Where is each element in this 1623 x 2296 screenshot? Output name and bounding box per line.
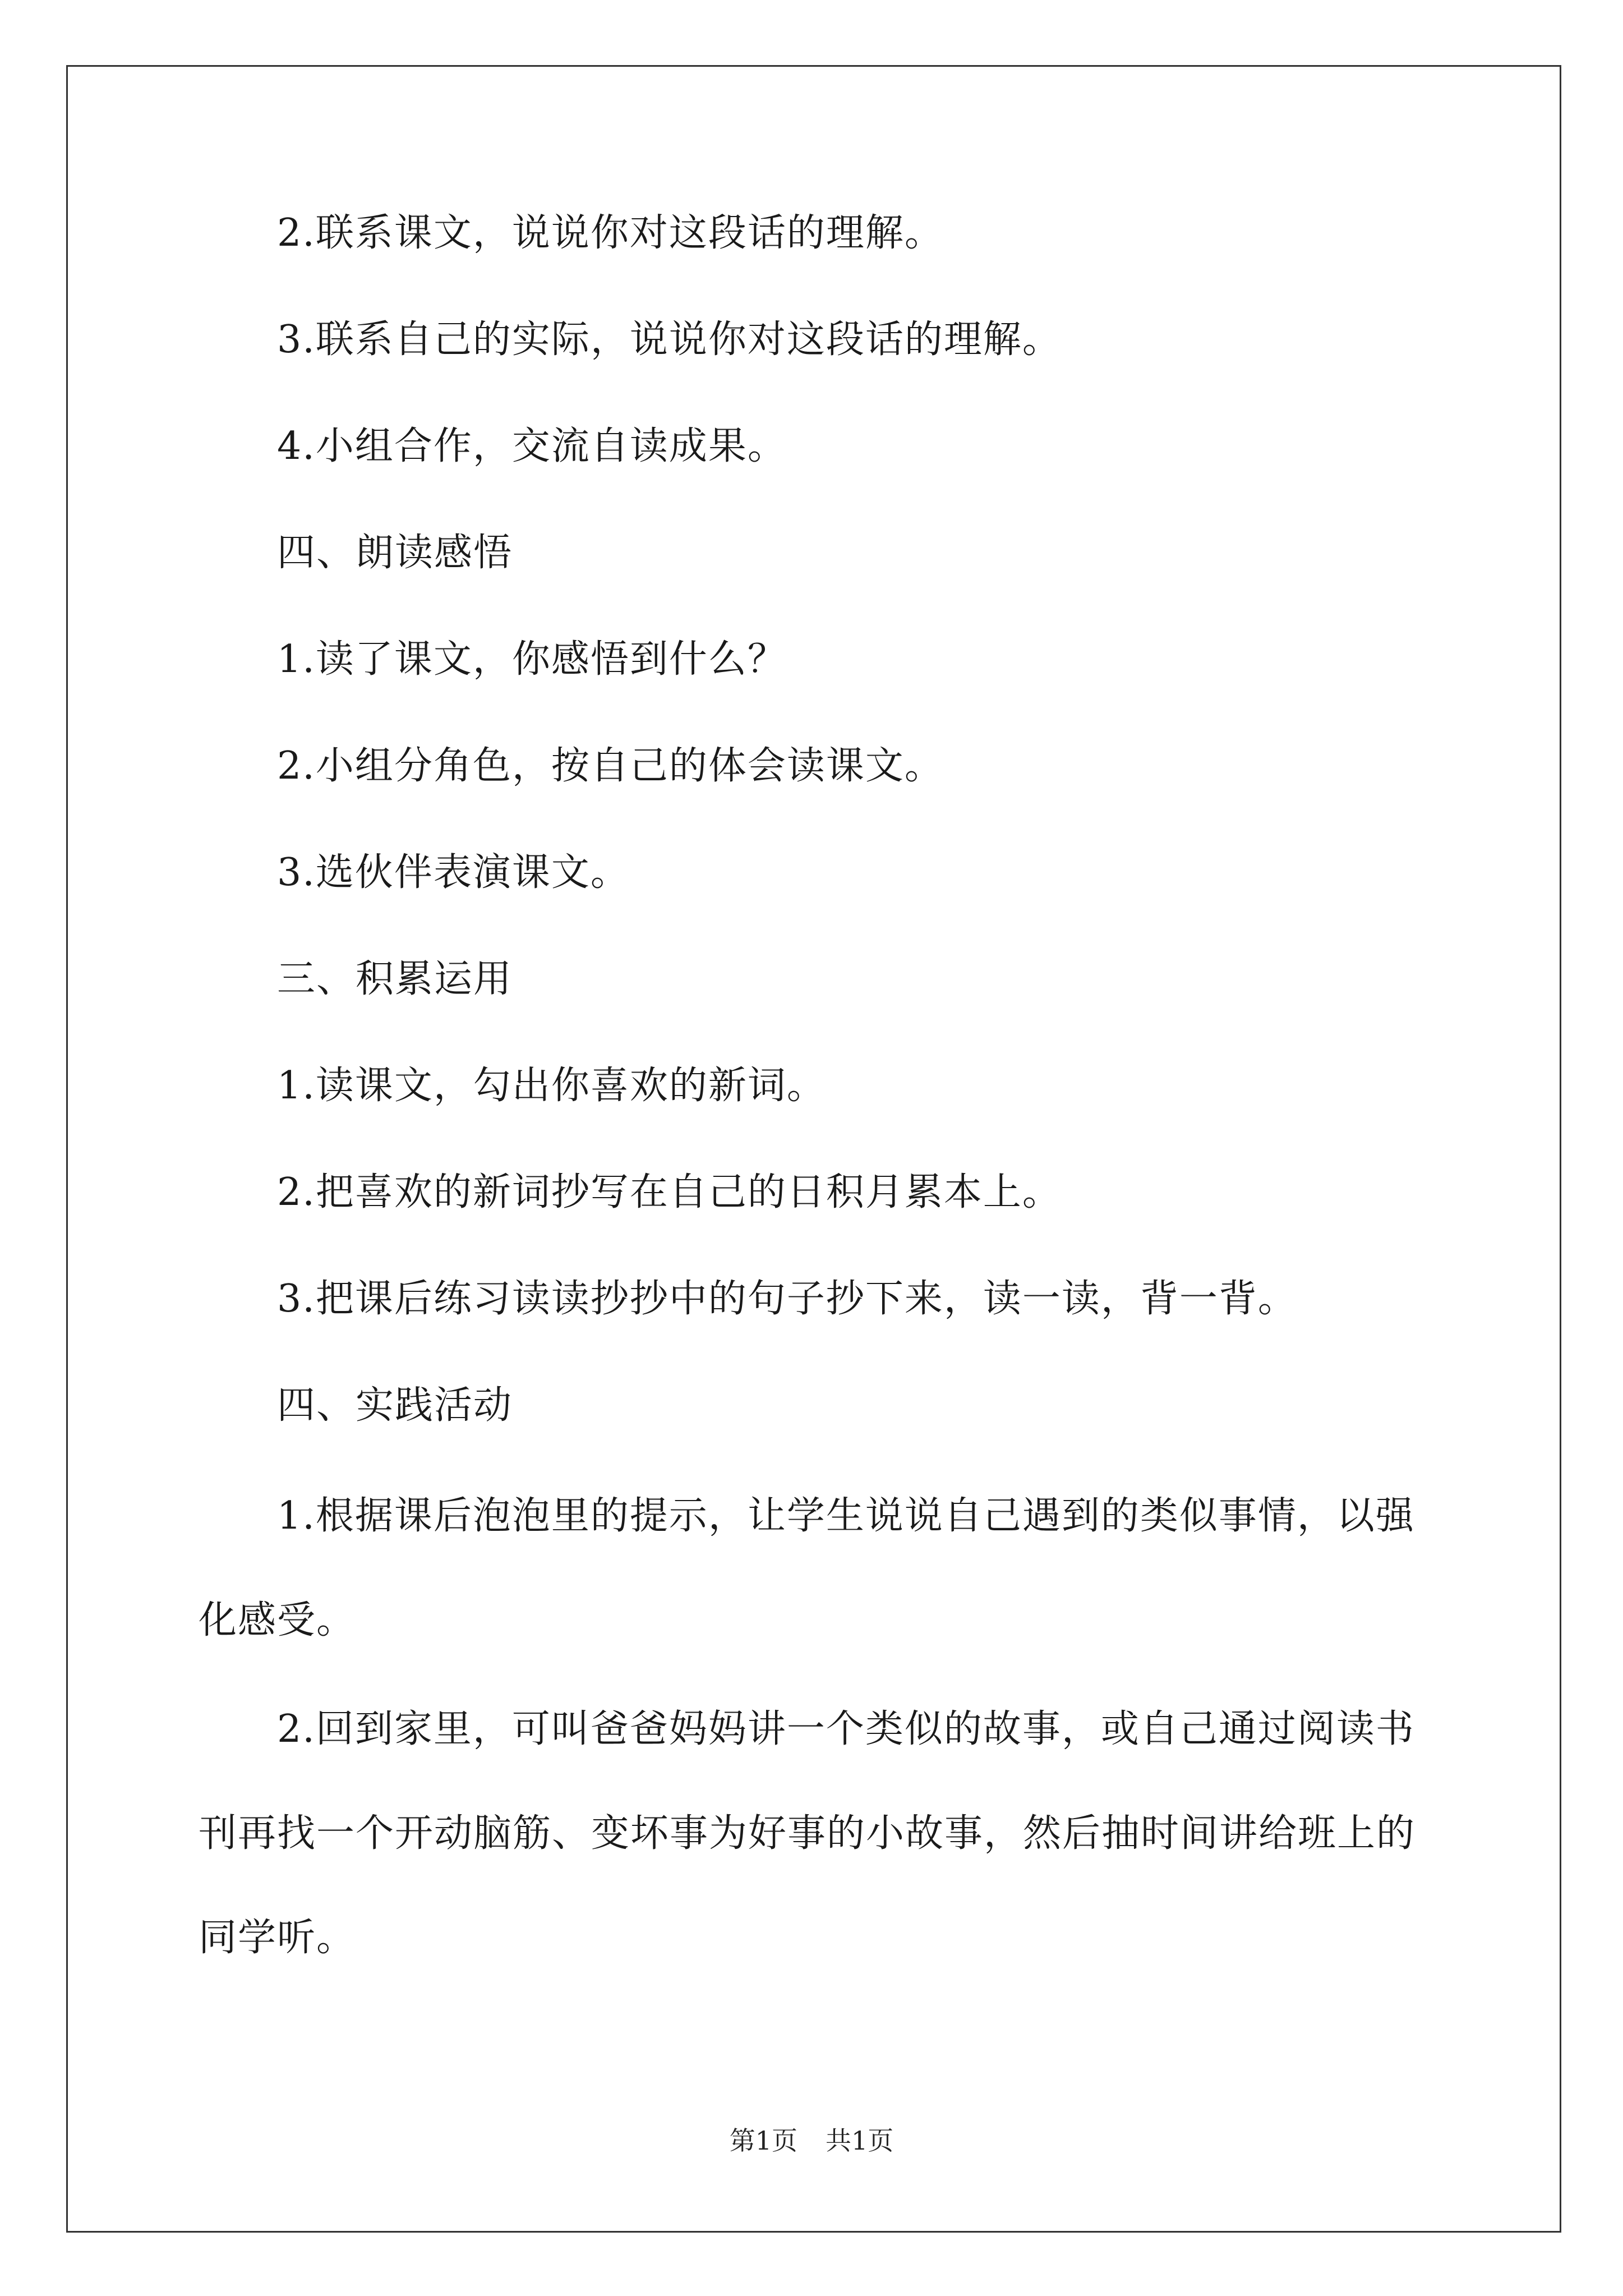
paragraph: 4.小组合作，交流自读成果。 xyxy=(277,424,787,468)
paragraph: 3.联系自己的实际，说说你对这段话的理解。 xyxy=(277,318,1062,362)
paragraph: 3.选伙伴表演课文。 xyxy=(277,850,630,895)
page-number: 第1页 xyxy=(729,2125,797,2156)
page-total: 共1页 xyxy=(826,2125,894,2156)
paragraph: 1.读了课文，你感悟到什么？ xyxy=(277,637,787,682)
paragraph: 2.回到家里，可叫爸爸妈妈讲一个类似的故事，或自己通过阅读书刊再找一个开动脑筋、变坏事为好事的小故事，然后抽时间讲给班上的同学听。 xyxy=(199,1707,1416,1960)
paragraph: 1.读课文，勾出你喜欢的新词。 xyxy=(277,1064,826,1108)
section-heading: 四、实践活动 xyxy=(277,1383,513,1428)
page-footer xyxy=(0,2120,1623,2157)
paragraph: 2.联系课文，说说你对这段话的理解。 xyxy=(277,211,944,255)
section-heading: 四、朗读感悟 xyxy=(277,531,513,575)
section-heading: 三、积累运用 xyxy=(277,957,513,1001)
paragraph: 2.把喜欢的新词抄写在自己的日积月累本上。 xyxy=(277,1170,1062,1214)
paragraph: 3.把课后练习读读抄抄中的句子抄下来，读一读，背一背。 xyxy=(277,1277,1297,1321)
paragraph: 2.小组分角色，按自己的体会读课文。 xyxy=(277,744,944,788)
paragraph: 1.根据课后泡泡里的提示，让学生说说自己遇到的类似事情，以强化感受。 xyxy=(199,1494,1415,1642)
